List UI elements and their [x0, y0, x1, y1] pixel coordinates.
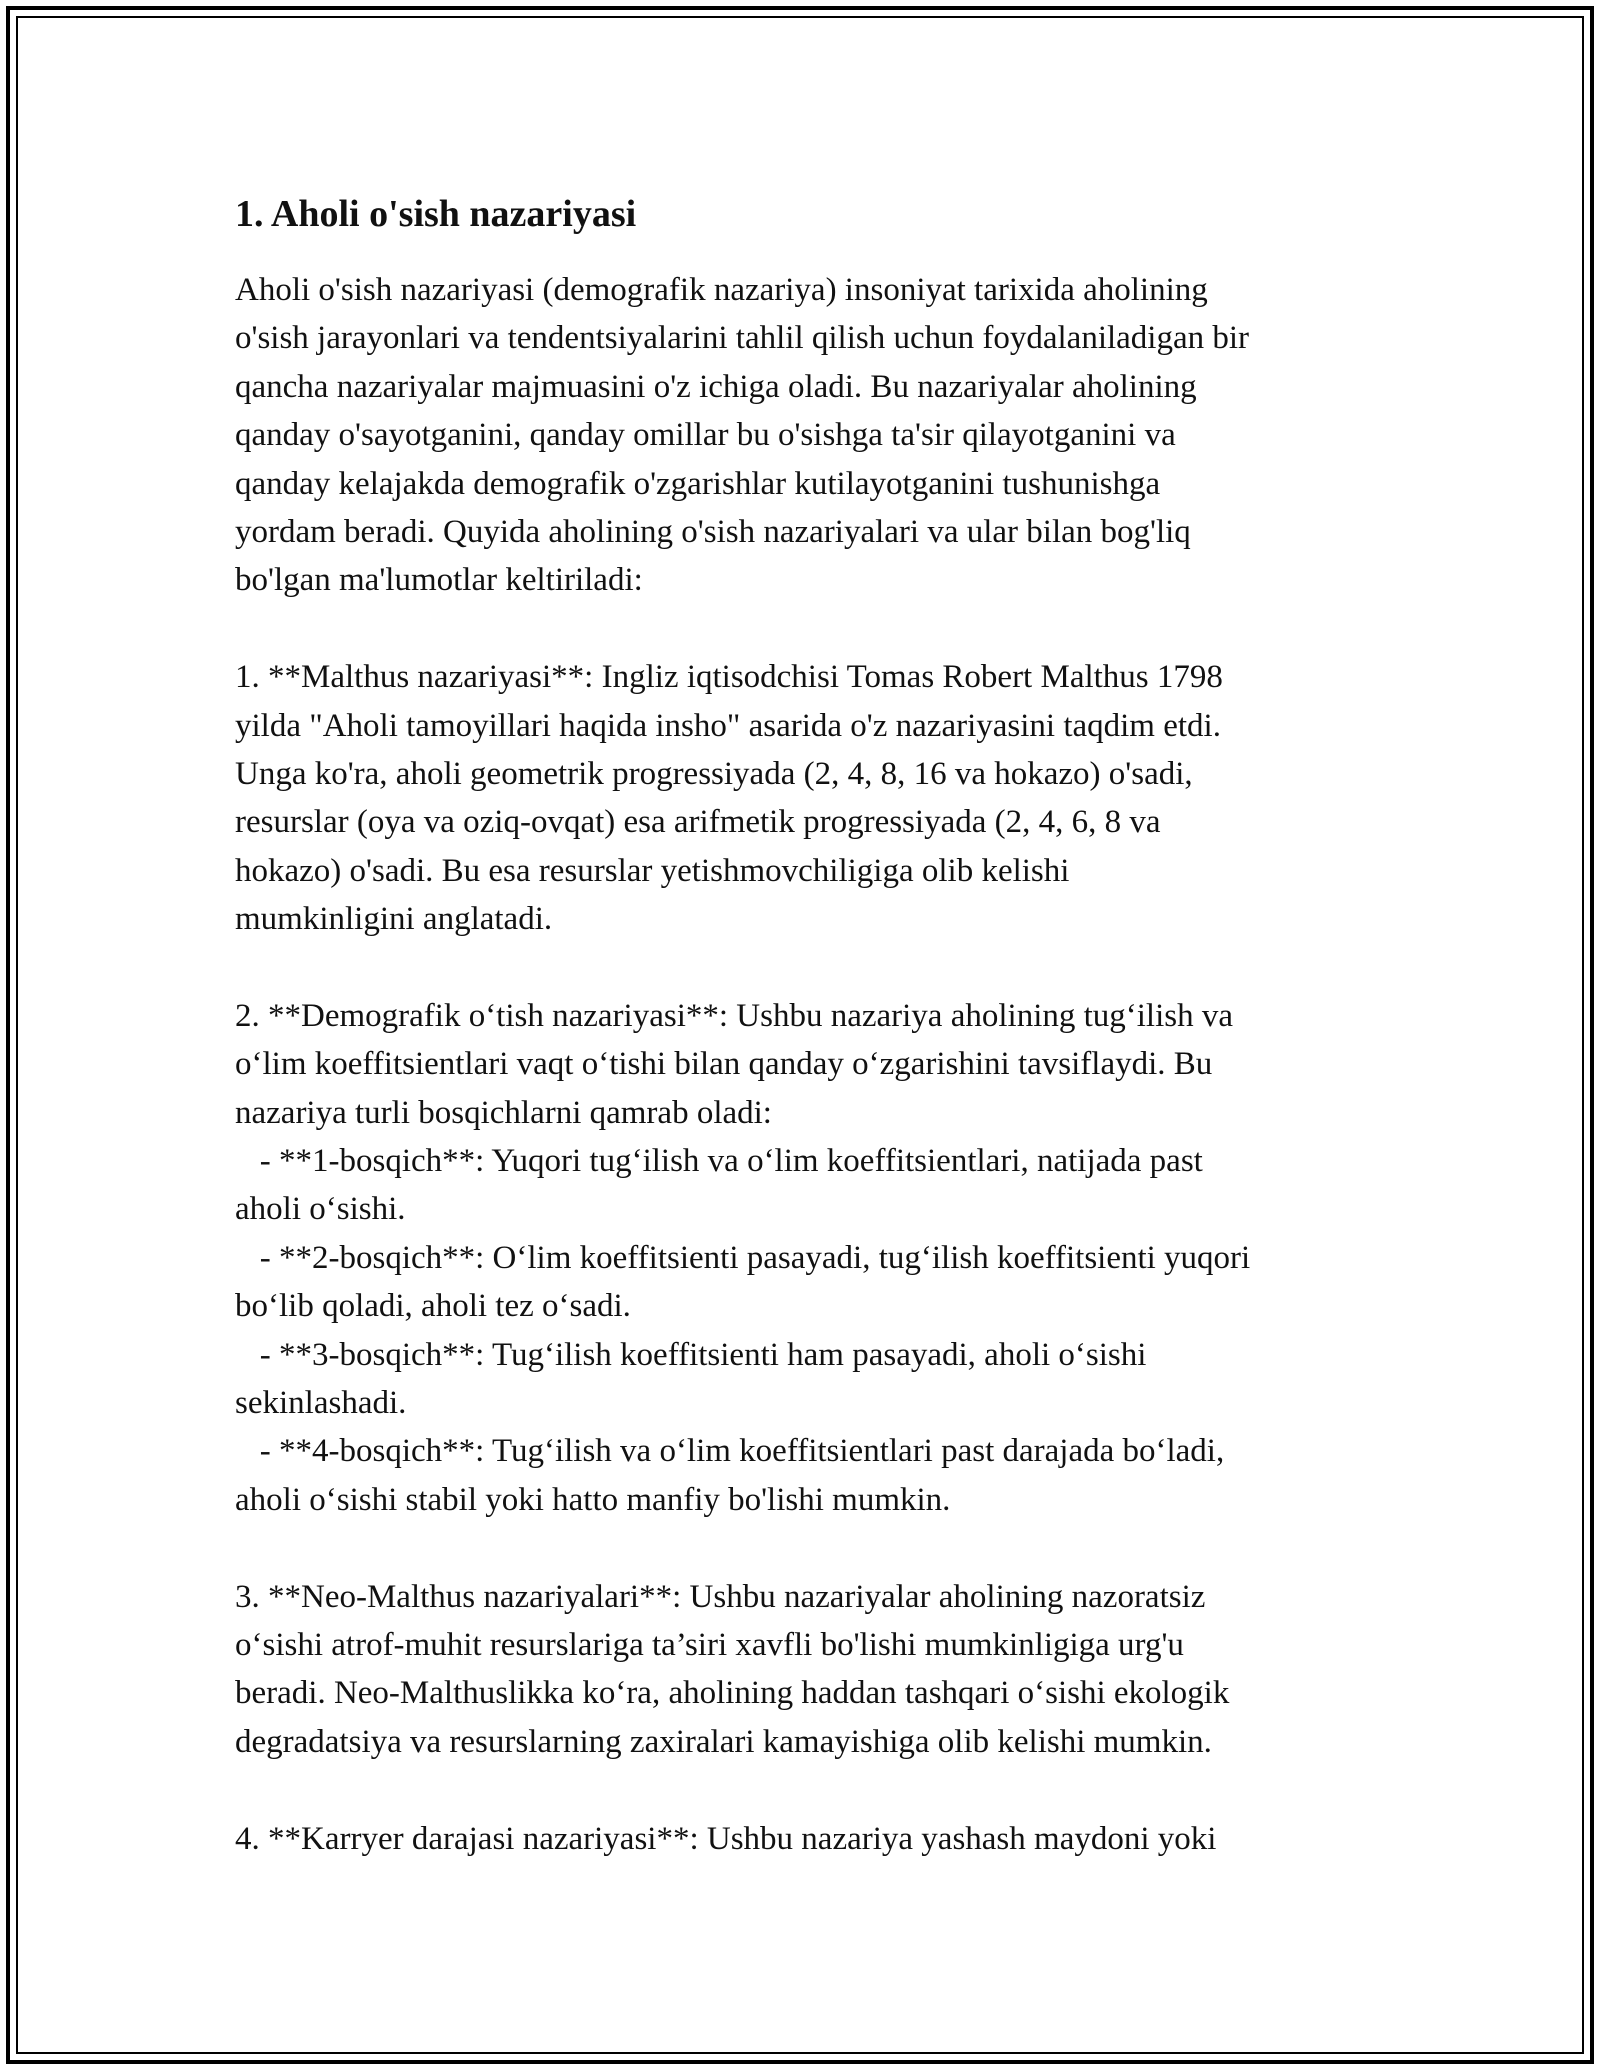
text-line: qanday o'sayotganini, qanday omillar bu o'sishga ta'sir qilayotganini va — [235, 417, 1176, 454]
text-line: aholi o‘sishi. — [235, 1191, 406, 1228]
text-line: - **3-bosqich**: Tug‘ilish koeffitsienti ham pasayadi, aholi o‘sishi — [235, 1336, 1147, 1373]
text-line: degradatsiya va resurslarning zaxiralari kamayishiga olib kelishi mumkin. — [235, 1723, 1212, 1760]
text-line: 1. **Malthus nazariyasi**: Ingliz iqtisodchisi Tomas Robert Malthus 1798 — [235, 659, 1223, 696]
text-line: nazariya turli bosqichlarni qamrab oladi: — [235, 1094, 772, 1131]
text-line: 4. **Karryer darajasi nazariyasi**: Ushbu nazariya yashash maydoni yoki — [235, 1820, 1217, 1857]
text-line: Aholi o'sish nazariyasi (demografik nazariya) insoniyat tarixida aholining — [235, 272, 1208, 308]
text-line: o'sish jarayonlari va tendentsiyalarini tahlil qilish uchun foydalaniladigan bir — [235, 320, 1250, 357]
body-text — [235, 266, 1385, 1863]
text-line: - **4-bosqich**: Tug‘ilish va o‘lim koeffitsientlari past darajada bo‘ladi, — [235, 1433, 1225, 1470]
blank-line — [235, 1524, 1385, 1572]
text-line: qancha nazariyalar majmuasini o'z ichiga oladi. Bu nazariyalar aholining — [235, 368, 1197, 405]
text-line: bo'lgan ma'lumotlar keltiriladi: — [235, 562, 643, 599]
text-line: Unga ko'ra, aholi geometrik progressiyada (2, 4, 8, 16 va hokazo) o'sadi, — [235, 755, 1193, 792]
text-line: yordam beradi. Quyida aholining o'sish nazariyalari va ular bilan bog'liq — [235, 513, 1191, 550]
text-line: 3. **Neo-Malthus nazariyalari**: Ushbu nazariyalar aholining nazoratsiz — [235, 1578, 1206, 1615]
text-line: mumkinligini anglatadi. — [235, 901, 553, 938]
text-line: resurslar (oya va oziq-ovqat) esa arifmetik progressiyada (2, 4, 6, 8 va — [235, 804, 1161, 841]
blank-line — [235, 1766, 1385, 1814]
text-line: sekinlashadi. — [235, 1384, 407, 1421]
text-line: qanday kelajakda demografik o'zgarishlar kutilayotganini tushunishga — [235, 465, 1161, 502]
blank-line — [235, 605, 1385, 653]
blank-line — [235, 943, 1385, 991]
text-line: o‘sishi atrof-muhit resurslariga ta’siri xavfli bo'lishi mumkinligiga urg'u — [235, 1626, 1184, 1663]
text-line: 2. **Demografik o‘tish nazariyasi**: Ushbu nazariya aholining tug‘ilish va — [235, 997, 1234, 1034]
text-line: o‘lim koeffitsientlari vaqt o‘tishi bilan qanday o‘zgarishini tavsiflaydi. Bu — [235, 1046, 1213, 1083]
section-heading: 1. Aholi o'sish nazariyasi — [235, 193, 637, 235]
text-line: - **1-bosqich**: Yuqori tug‘ilish va o‘lim koeffitsientlari, natijada past — [235, 1143, 1203, 1180]
text-line: hokazo) o'sadi. Bu esa resurslar yetishmovchiligiga olib kelishi — [235, 852, 1070, 889]
text-line: bo‘lib qoladi, aholi tez o‘sadi. — [235, 1288, 631, 1325]
document-body — [235, 190, 1385, 1863]
text-line: - **2-bosqich**: O‘lim koeffitsienti pasayadi, tug‘ilish koeffitsienti yuqori — [235, 1239, 1251, 1276]
text-line: yilda "Aholi tamoyillari haqida insho" asarida o'z nazariyasini taqdim etdi. — [235, 707, 1221, 744]
text-line: aholi o‘sishi stabil yoki hatto manfiy bo'lishi mumkin. — [235, 1481, 951, 1518]
text-line: beradi. Neo-Malthuslikka ko‘ra, aholining haddan tashqari o‘sishi ekologik — [235, 1675, 1230, 1712]
